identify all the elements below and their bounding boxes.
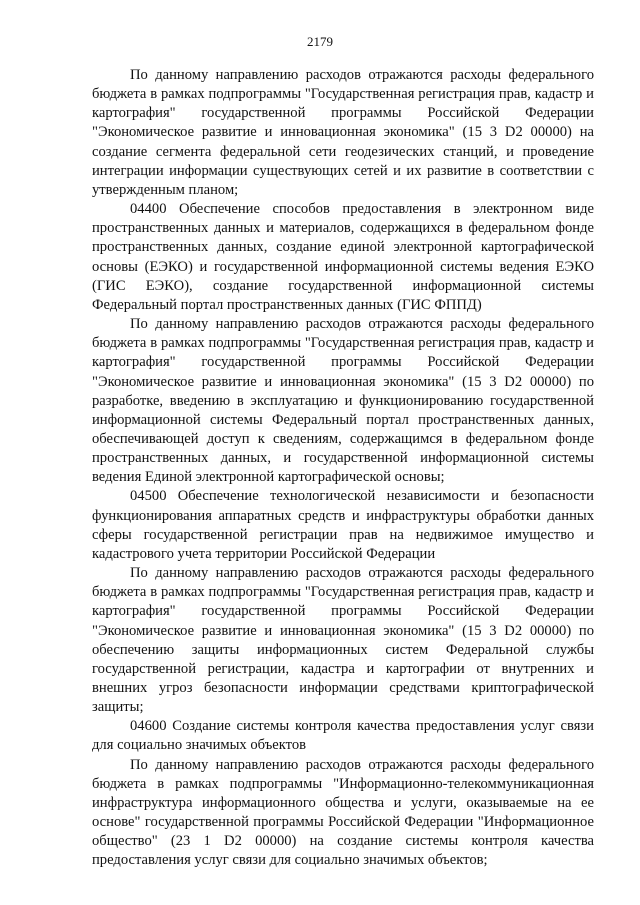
- paragraph-04500-heading: 04500 Обеспечение технологической независимости и безопасности функционирования аппаратных средств и инфраструктуры обработки данных сферы государственной регистрации прав на недвижимое имущество и кадастрового учета территории Российской Федерации: [92, 488, 594, 562]
- page-number: 2179: [307, 34, 333, 49]
- paragraph-04400-heading: 04400 Обеспечение способов предоставления в электронном виде пространственных данных и материалов, содержащихся в федеральном фонде пространственных данных, создание единой электронной картографической основы (ЕЭКО) и государственной информационной системы ведения ЕЭКО (ГИС ЕЭКО), создание государственной информационной системы Федеральный портал пространственных данных (ГИС ФППД): [92, 201, 594, 313]
- paragraph-quality-control-expenses: По данному направлению расходов отражаются расходы федерального бюджета в рамках подпрограммы "Информационно-телекоммуникационная инфраструктура информационного общества и услуги, оказываемые на ее основе" государственной программы Российской Федерации "Информационное общество" (23 1 D2 00000) на создание системы контроля качества предоставления услуг связи для социально значимых объектов;: [92, 756, 594, 869]
- paragraph-gis-fppd-expenses: По данному направлению расходов отражаются расходы федерального бюджета в рамках подпрограммы "Государственная регистрация прав, кадастр и картография" государственной программы Российской Федерации "Экономическое развитие и инновационная экономика" (15 3 D2 00000) по разработке, введению в эксплуатацию и функционированию государственной информационной системы Федеральный портал пространственных данных, обеспечивающей доступ к сведениям, содержащимся в федеральном фонде пространственных данных, и государственной информационной системы ведения Единой электронной картографической основы;: [92, 316, 594, 486]
- paragraph-04600-heading: 04600 Создание системы контроля качества предоставления услуг связи для социально значимых объектов: [92, 718, 594, 754]
- document-body: [92, 66, 594, 871]
- paragraph-crypto-protection-expenses: По данному направлению расходов отражаются расходы федерального бюджета в рамках подпрограммы "Государственная регистрация прав, кадастр и картография" государственной программы Российской Федерации "Экономическое развитие и инновационная экономика" (15 3 D2 00000) по обеспечению защиты информационных систем Федеральной службы государственной регистрации, кадастра и картографии от внутренних и внешних угроз безопасности информации средствами криптографической защиты;: [92, 565, 594, 716]
- paragraph-gnss-network-expenses: По данному направлению расходов отражаются расходы федерального бюджета в рамках подпрограммы "Государственная регистрация прав, кадастр и картография" государственной программы Российской Федерации "Экономическое развитие и инновационная экономика" (15 3 D2 00000) на создание сегмента федеральной сети геодезических станций, и проведение интеграции информации существующих сетей и их развитие в соответствии с утвержденным планом;: [92, 67, 594, 198]
